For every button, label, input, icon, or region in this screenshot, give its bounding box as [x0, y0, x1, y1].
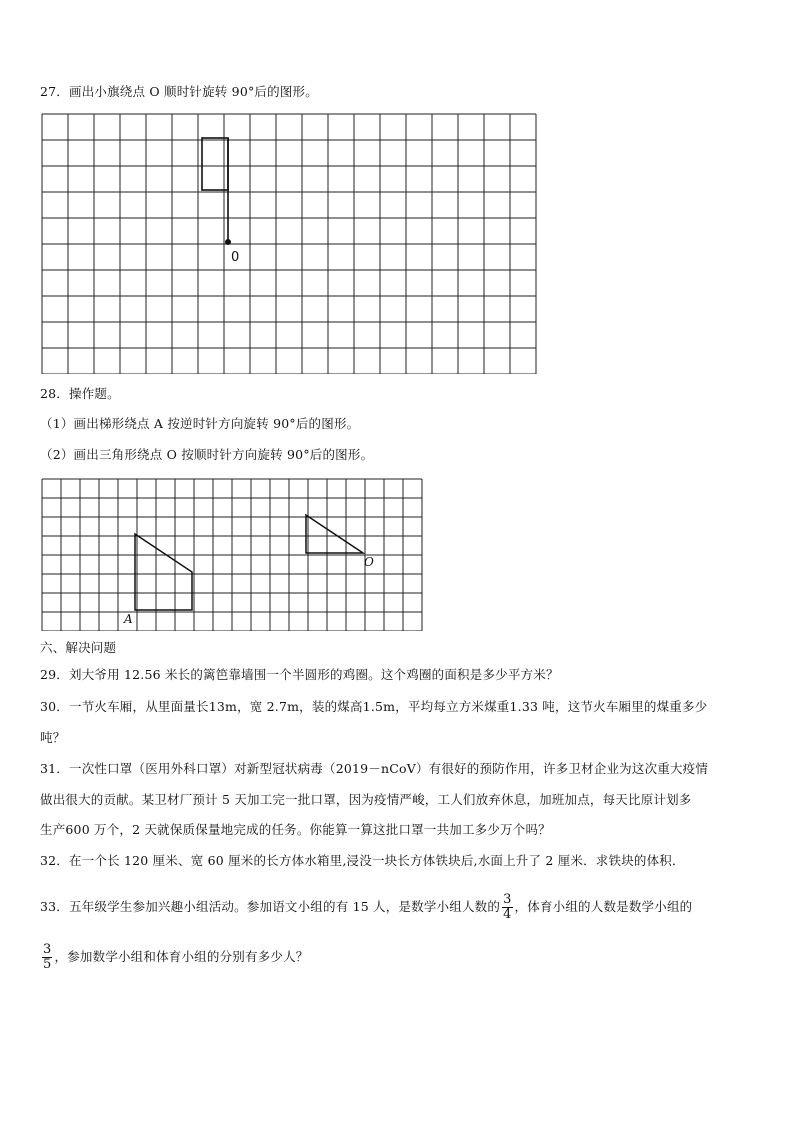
frac2-numerator: 3 — [43, 942, 52, 957]
trapezoid — [135, 534, 192, 610]
label-a: A — [124, 612, 133, 626]
point-o-label: 0 — [231, 250, 240, 265]
triangle — [306, 515, 363, 553]
frac1-numerator: 3 — [503, 892, 512, 907]
q28-sub2: （2）画出三角形绕点 O 按顺时针方向旋转 90°后的图形。 — [40, 447, 374, 462]
q28-sub1: （1）画出梯形绕点 A 按逆时针方向旋转 90°后的图形。 — [40, 416, 360, 431]
fraction-three-fifths — [42, 943, 52, 972]
frac1-denominator: 4 — [503, 907, 512, 922]
q28-title: 28．操作题。 — [40, 386, 120, 401]
fraction-three-fourths — [502, 893, 512, 922]
frac2-denominator: 5 — [43, 957, 52, 972]
rotation-point-o — [225, 239, 231, 245]
q32-text: 32．在一个长 120 厘米、宽 60 厘米的长方体水箱里,浸没一块长方体铁块后,水面上升了 2 厘米．求铁块的体积． — [40, 853, 685, 868]
q27-text: 27．画出小旗绕点 O 顺时针旋转 90°后的图形。 — [40, 84, 318, 99]
q33-part1: 33．五年级学生参加兴趣小组活动。参加语文小组的有 15 人，是数学小组人数的 — [40, 899, 501, 914]
q31-line3: 生产600 万个，2 天就保质保量地完成的任务。你能算一算这批口罩一共加工多少万个吗？ — [40, 822, 551, 837]
q30-line2: 吨？ — [40, 730, 66, 745]
label-o: O — [364, 555, 374, 569]
q33-line2 — [40, 940, 309, 974]
q31-line2: 做出很大的贡献。某卫材厂预计 5 天加工完一批口罩，因为疫情严峻，工人们放弃休息，加班加点，每天比原计划多 — [40, 792, 692, 807]
q33-line1 — [40, 890, 692, 924]
q33-part2: ，体育小组的人数是数学小组的 — [514, 899, 693, 914]
q31-line1: 31．一次性口罩（医用外科口罩）对新型冠状病毒（2019－nCoV）有很好的预防作用，许多卫材企业为这次重大疫情 — [40, 761, 709, 776]
q27-grid — [40, 112, 546, 374]
q30-line1: 30．一节火车厢，从里面量长13m，宽 2.7m，装的煤高1.5m，平均每立方米煤重1.33 吨，这节火车厢里的煤重多少 — [40, 699, 708, 714]
q33-part3: ，参加数学小组和体育小组的分别有多少人？ — [54, 949, 309, 964]
section-title: 六、解决问题 — [40, 640, 117, 655]
q29-text: 29．刘大爷用 12.56 米长的篱笆靠墙围一个半圆形的鸡圈。这个鸡圈的面积是多少平方米？ — [40, 667, 559, 682]
q28-grid — [40, 477, 440, 631]
